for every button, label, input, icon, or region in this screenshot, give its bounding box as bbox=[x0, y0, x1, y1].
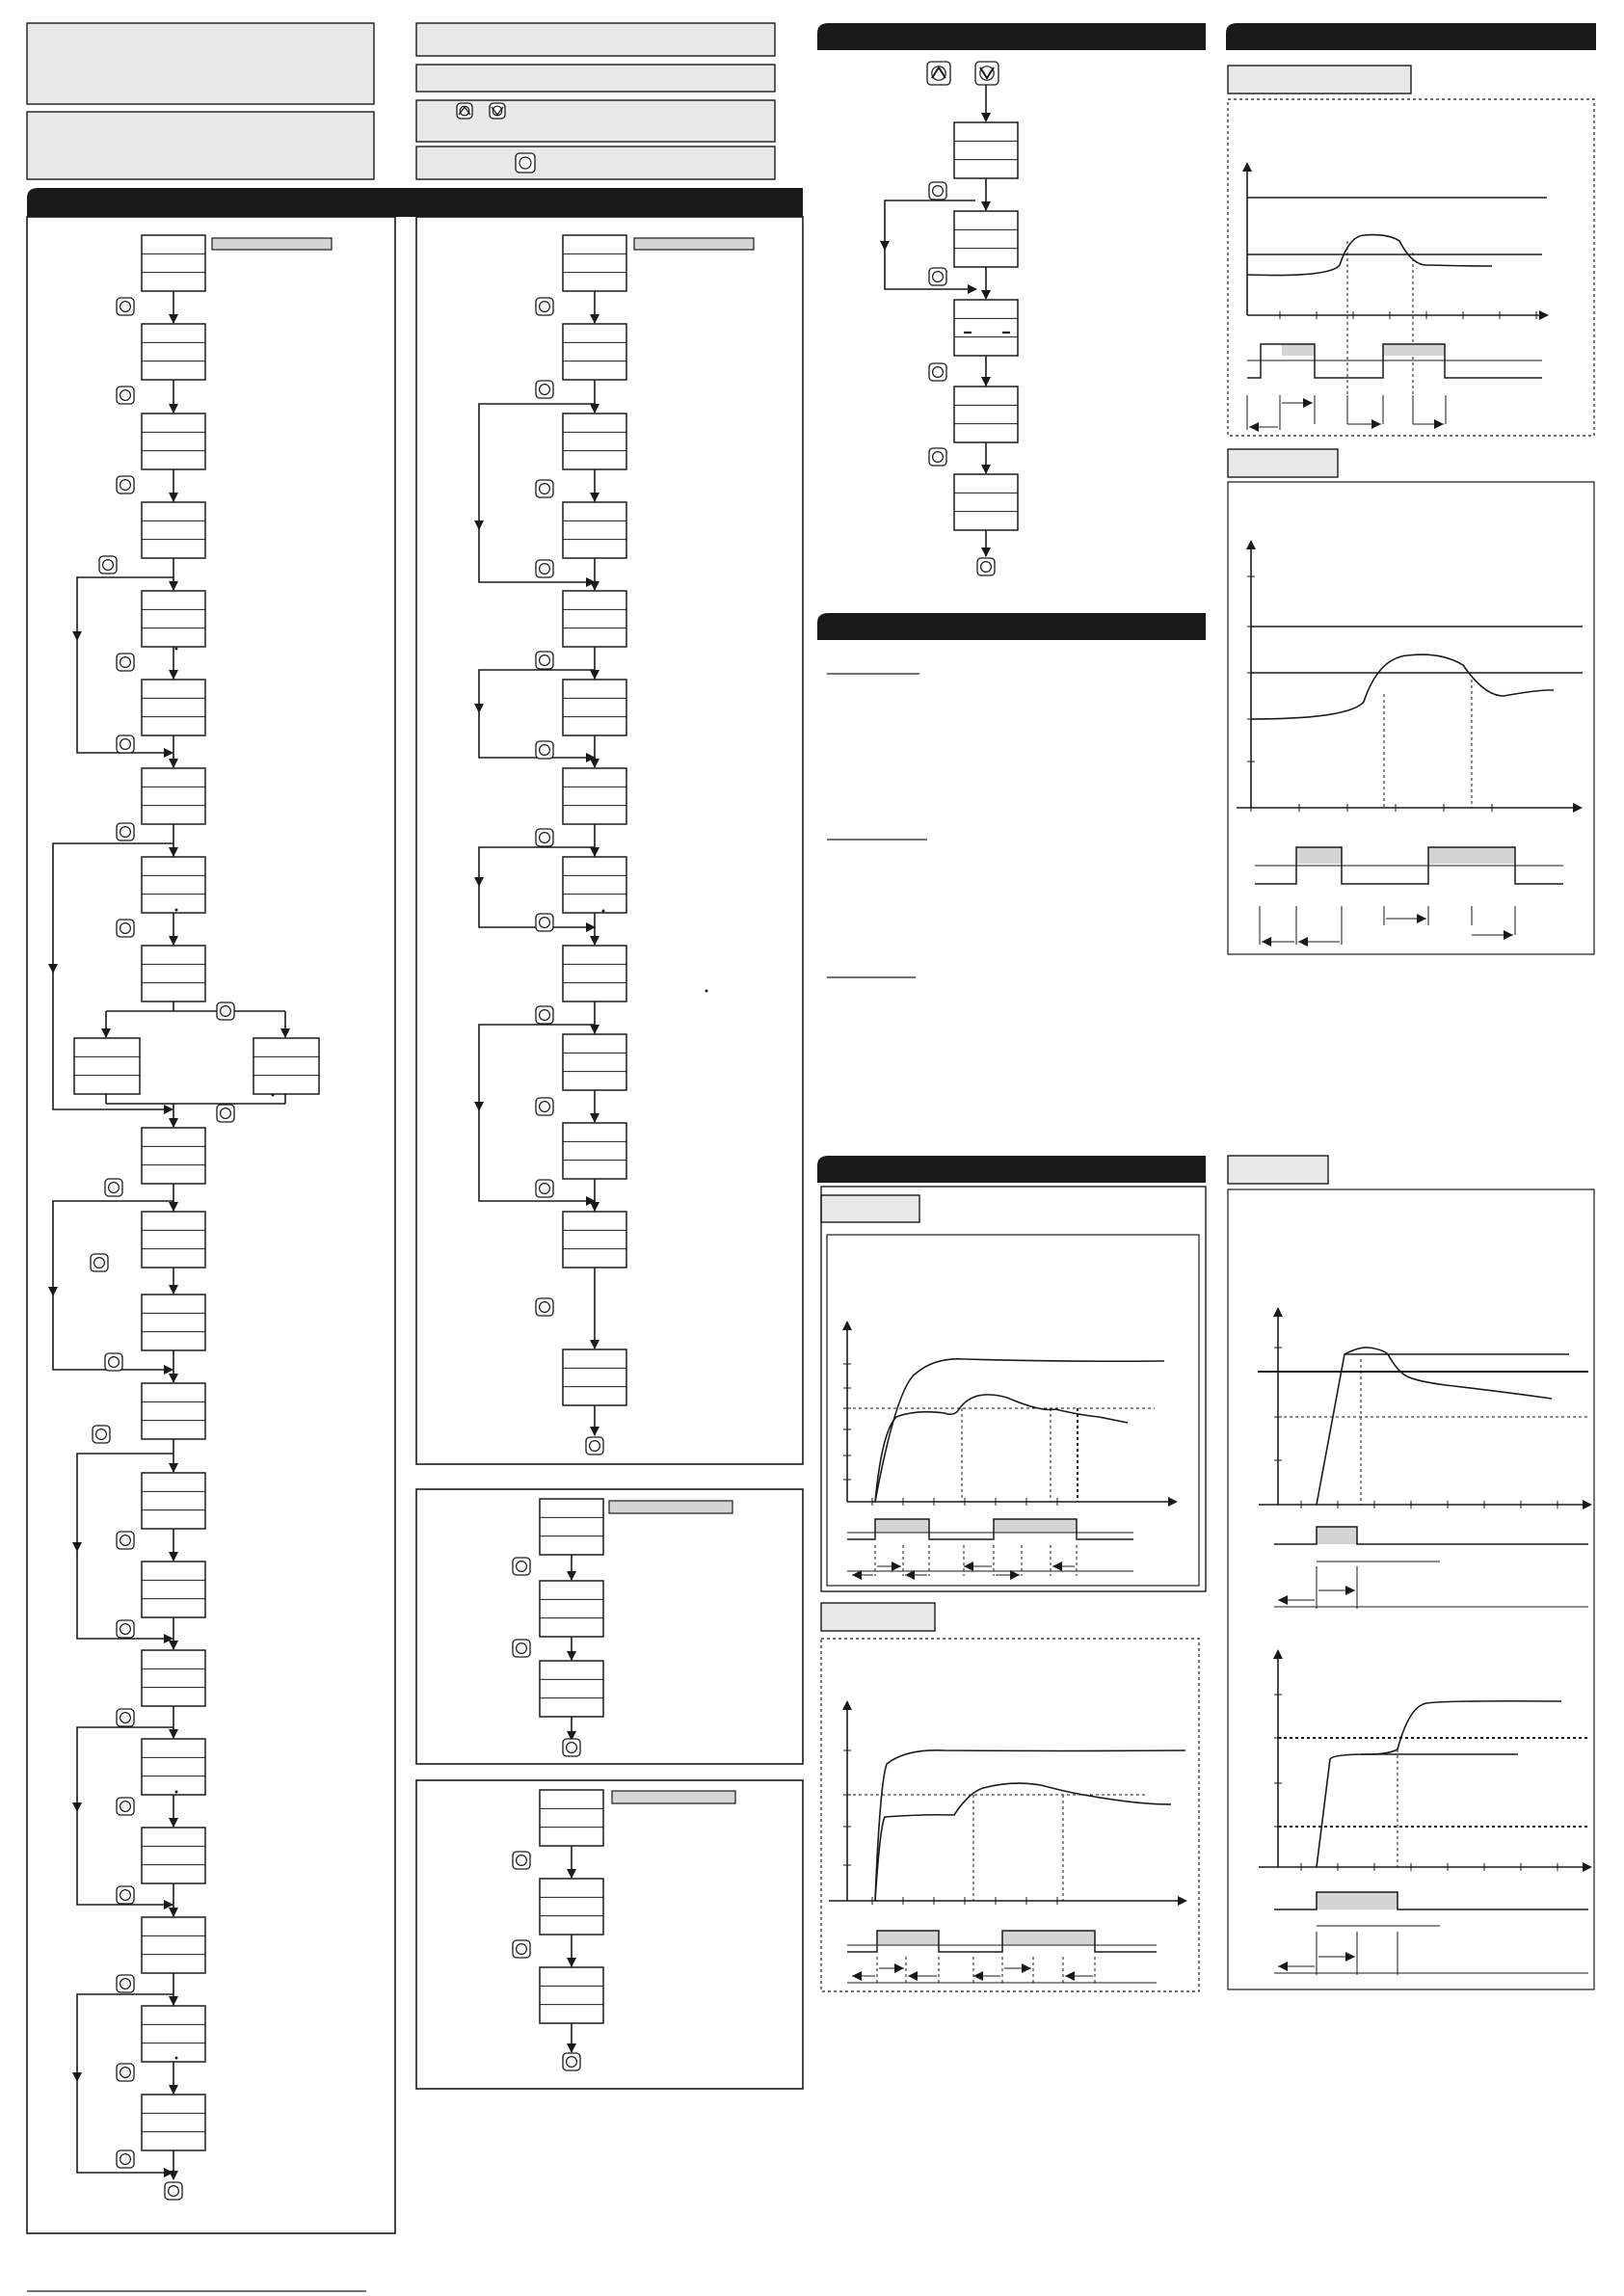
mode-key-icon[interactable] bbox=[91, 1254, 108, 1271]
up-key-icon[interactable] bbox=[457, 103, 472, 119]
parameter-display-box bbox=[142, 502, 205, 558]
parameter-display-box bbox=[540, 1581, 603, 1637]
parameter-display-box bbox=[563, 857, 626, 913]
decimal-point bbox=[706, 990, 708, 993]
parameter-display-box bbox=[142, 946, 205, 1001]
mode-key-icon[interactable] bbox=[117, 1798, 134, 1815]
mode-key-icon[interactable] bbox=[117, 387, 134, 404]
mode-key-icon[interactable] bbox=[536, 1006, 553, 1024]
mode-key-icon[interactable] bbox=[536, 829, 553, 846]
parameter-display-box bbox=[563, 502, 626, 558]
mode-key-icon[interactable] bbox=[536, 1298, 553, 1316]
parameter-display-box bbox=[540, 1790, 603, 1846]
mode-key-icon[interactable] bbox=[536, 381, 553, 398]
decimal-point bbox=[175, 648, 178, 651]
parameter-display-box bbox=[563, 324, 626, 380]
mode-key-icon[interactable] bbox=[117, 2150, 134, 2168]
parameter-menu-header bbox=[27, 188, 803, 217]
mode-key-icon[interactable] bbox=[117, 1709, 134, 1726]
parameter-display-box bbox=[563, 414, 626, 469]
down-key-icon[interactable] bbox=[975, 62, 998, 85]
parameter-display-box bbox=[142, 1212, 205, 1268]
parameter-display-box bbox=[954, 122, 1018, 178]
parameter-display-box bbox=[563, 1123, 626, 1179]
output-on-shade bbox=[875, 1519, 929, 1533]
mode-key-icon[interactable] bbox=[536, 1098, 553, 1115]
mode-key-icon[interactable] bbox=[117, 2064, 134, 2081]
mode-key-icon[interactable] bbox=[563, 1739, 580, 1756]
parameter-display-box bbox=[142, 2095, 205, 2150]
mode-key-icon[interactable] bbox=[117, 735, 134, 753]
mode-key-icon[interactable] bbox=[105, 1179, 122, 1196]
mode-key-icon[interactable] bbox=[536, 560, 553, 577]
output-on-shade bbox=[1428, 847, 1515, 864]
parameter-display-box bbox=[74, 1038, 140, 1094]
chart-label bbox=[1228, 449, 1338, 477]
mode-key-icon[interactable] bbox=[117, 654, 134, 671]
parameter-display-box bbox=[563, 680, 626, 735]
parameter-display-box bbox=[563, 1349, 626, 1405]
chart-label bbox=[821, 1195, 919, 1222]
mode-key-icon[interactable] bbox=[117, 1532, 134, 1549]
mode-key-icon[interactable] bbox=[117, 1975, 134, 1992]
parameter-display-box bbox=[563, 946, 626, 1001]
mode-key-icon[interactable] bbox=[117, 476, 134, 494]
mode-key-icon[interactable] bbox=[93, 1426, 110, 1443]
mode-key-icon[interactable] bbox=[217, 1002, 234, 1020]
decimal-point bbox=[175, 2057, 178, 2060]
output-on-shade bbox=[994, 1519, 1077, 1533]
mode-key-icon[interactable] bbox=[929, 363, 946, 381]
parameter-display-box bbox=[142, 1383, 205, 1439]
output-on-shade bbox=[1282, 344, 1315, 356]
parameter-display-box bbox=[142, 1828, 205, 1883]
mode-key-icon[interactable] bbox=[99, 556, 117, 574]
decimal-point bbox=[602, 910, 605, 913]
parameter-display-box bbox=[142, 680, 205, 735]
mode-key-icon[interactable] bbox=[929, 268, 946, 285]
parameter-display-box bbox=[142, 591, 205, 647]
parameter-display-box bbox=[540, 1499, 603, 1555]
parameter-display-box bbox=[954, 474, 1018, 530]
mode-key-icon[interactable] bbox=[563, 2053, 580, 2070]
decimal-point bbox=[175, 909, 178, 912]
parameter-display-box bbox=[253, 1038, 319, 1094]
parameter-display-box bbox=[142, 1562, 205, 1617]
parameter-display-box bbox=[540, 1879, 603, 1935]
output-on-shade bbox=[1383, 344, 1445, 356]
mode-key-icon[interactable] bbox=[165, 2182, 182, 2200]
parameter-display-box bbox=[142, 414, 205, 469]
section-label bbox=[634, 238, 754, 250]
parameter-display-box bbox=[142, 235, 205, 291]
info-box bbox=[416, 147, 775, 179]
parameter-display-box bbox=[142, 1473, 205, 1529]
mode-key-icon[interactable] bbox=[929, 448, 946, 466]
section-header-bar bbox=[817, 23, 1206, 50]
mode-key-icon[interactable] bbox=[536, 1180, 553, 1197]
parameter-display-box bbox=[563, 235, 626, 291]
parameter-display-box bbox=[563, 1034, 626, 1090]
mode-key-icon[interactable] bbox=[513, 1940, 530, 1958]
mode-key-icon[interactable] bbox=[117, 920, 134, 937]
section-label bbox=[609, 1501, 732, 1513]
section-header-bar bbox=[1226, 23, 1596, 50]
parameter-display-box bbox=[563, 1212, 626, 1268]
mode-key-icon[interactable] bbox=[929, 182, 946, 200]
mode-key-icon[interactable] bbox=[536, 914, 553, 931]
chart-label bbox=[1228, 1156, 1328, 1184]
info-box bbox=[27, 112, 374, 179]
info-box bbox=[416, 23, 775, 56]
mode-key-icon[interactable] bbox=[536, 480, 553, 497]
output-on-shade bbox=[1317, 1892, 1398, 1909]
parameter-display-box bbox=[563, 768, 626, 824]
mode-key-icon[interactable] bbox=[536, 741, 553, 759]
mode-key-icon[interactable] bbox=[513, 1640, 530, 1657]
output-on-shade bbox=[1296, 847, 1342, 864]
section-label bbox=[212, 238, 332, 250]
output-on-shade bbox=[1002, 1931, 1095, 1945]
info-box bbox=[416, 65, 775, 92]
output-on-shade bbox=[1317, 1527, 1357, 1544]
decimal-point bbox=[175, 1791, 178, 1794]
mode-key-icon[interactable] bbox=[586, 1437, 603, 1455]
info-box bbox=[27, 23, 374, 104]
down-key-icon[interactable] bbox=[490, 103, 505, 119]
mode-key-icon[interactable] bbox=[513, 1852, 530, 1869]
mode-key-icon[interactable] bbox=[217, 1105, 234, 1122]
parameter-display-box bbox=[142, 1917, 205, 1973]
parameter-display-box bbox=[142, 2006, 205, 2062]
decimal-point bbox=[272, 1094, 275, 1097]
parameter-display-box bbox=[142, 857, 205, 913]
mode-key-icon[interactable] bbox=[516, 153, 535, 173]
section-header-bar bbox=[817, 1156, 1206, 1183]
mode-key-icon[interactable] bbox=[536, 652, 553, 669]
parameter-display-box bbox=[142, 1650, 205, 1706]
parameter-display-box bbox=[142, 324, 205, 380]
mode-key-icon[interactable] bbox=[117, 823, 134, 841]
parameter-display-box bbox=[954, 211, 1018, 267]
mode-key-icon[interactable] bbox=[536, 298, 553, 315]
mode-key-icon[interactable] bbox=[117, 1886, 134, 1904]
parameter-display-box bbox=[540, 1967, 603, 2023]
section-label bbox=[612, 1791, 735, 1803]
mode-key-icon[interactable] bbox=[117, 298, 134, 315]
output-on-shade bbox=[877, 1931, 939, 1945]
parameter-display-box bbox=[142, 1128, 205, 1184]
mode-key-icon[interactable] bbox=[105, 1353, 122, 1371]
section-header-bar bbox=[27, 188, 803, 217]
parameter-display-box bbox=[954, 387, 1018, 442]
up-key-icon[interactable] bbox=[927, 62, 950, 85]
parameter-display-box bbox=[142, 768, 205, 824]
mode-key-icon[interactable] bbox=[977, 558, 995, 575]
mode-key-icon[interactable] bbox=[117, 1620, 134, 1638]
mode-key-icon[interactable] bbox=[513, 1558, 530, 1575]
parameter-display-box bbox=[954, 300, 1018, 356]
section-header-bar bbox=[817, 613, 1206, 640]
parameter-display-box bbox=[142, 1739, 205, 1795]
chart-label bbox=[821, 1603, 935, 1631]
parameter-display-box bbox=[540, 1661, 603, 1717]
chart-label bbox=[1228, 66, 1411, 93]
parameter-display-box bbox=[142, 1295, 205, 1350]
parameter-display-box bbox=[563, 591, 626, 647]
